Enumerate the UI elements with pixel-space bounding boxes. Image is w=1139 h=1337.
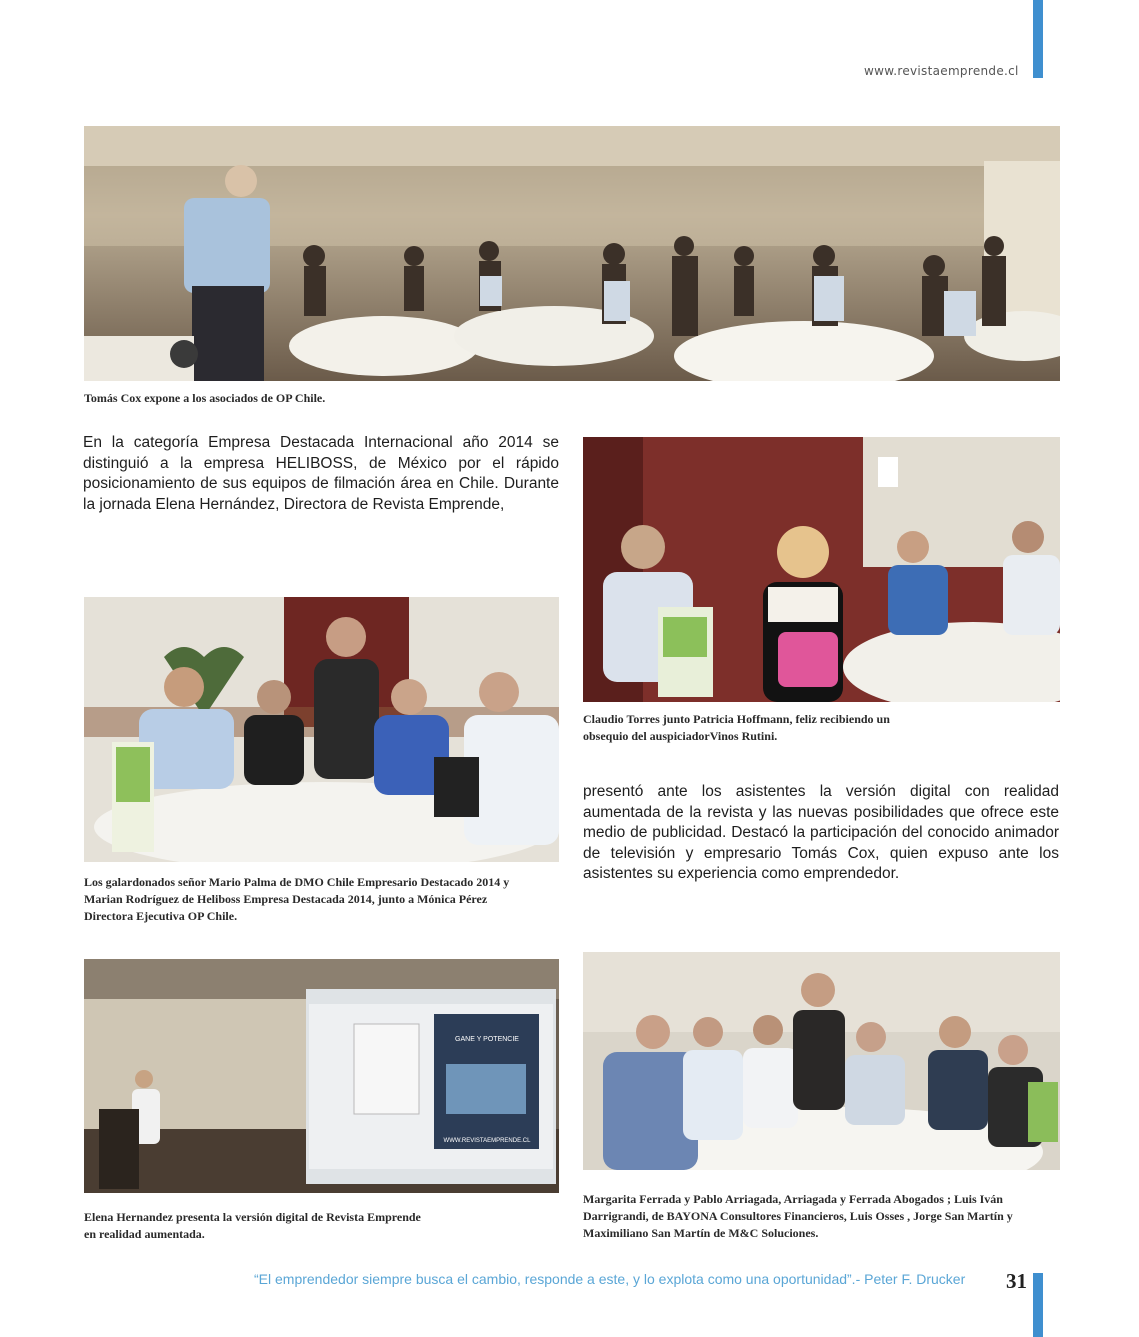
slide-title-text: GANE Y POTENCIE bbox=[455, 1036, 519, 1043]
photo-tomas-cox-presentation bbox=[84, 126, 1060, 381]
top-accent-bar bbox=[1033, 0, 1043, 78]
photo-elena-presentation bbox=[84, 959, 559, 1193]
photo-claudio-patricia bbox=[583, 437, 1060, 702]
photo-margarita-group bbox=[583, 952, 1060, 1170]
caption-galardonados: Los galardonados señor Mario Palma de DMO Chile Empresario Destacado 2014 y Marian Rodríguez de Heliboss Empresa Destacada 2014, junto a Mónica Pérez Directora Ejecutiva OP Chile. bbox=[84, 875, 510, 923]
site-url: www.revistaemprende.cl bbox=[864, 64, 1019, 78]
caption-margarita-group: Margarita Ferrada y Pablo Arriagada, Arriagada y Ferrada Abogados ; Luis Iván Darrigrandi, de BAYONA Consultores Financieros, Luis Osses , Jorge San Martín y Maximiliano San Martín de M&C Soluciones. bbox=[583, 1192, 1013, 1240]
article-paragraph-1: En la categoría Empresa Destacada Internacional año 2014 se distinguió a la empresa HELIBOSS, de México por el rápido posicionamiento de sus equipos de filmación área en Chile. Durante la jornada Elena Hernández, Directora de Revista Emprende, bbox=[83, 434, 559, 513]
article-paragraph-2: presentó ante los asistentes la versión digital con realidad aumentada de la revista y las nuevas posibilidades que ofrece este medio de publicidad. Destacó la participación del conocido animador de televisión y empresario Tomás Cox, quien expuso ante los asistentes su experiencia como emprendedor. bbox=[583, 783, 1059, 882]
footer-quote: “El emprendedor siempre busca el cambio, responde a este, y lo explota como una oportunidad”.- Peter F. Drucker bbox=[254, 1271, 966, 1287]
caption-elena: Elena Hernandez presenta la versión digital de Revista Emprende en realidad aumentada. bbox=[84, 1210, 421, 1241]
slide-url-text: WWW.REVISTAEMPRENDE.CL bbox=[443, 1138, 531, 1144]
caption-claudio-patricia: Claudio Torres junto Patricia Hoffmann, feliz recibiendo un obsequio del auspiciadorVinos Rutini. bbox=[583, 712, 890, 743]
caption-tomas-cox: Tomás Cox expone a los asociados de OP Chile. bbox=[84, 391, 326, 405]
page-number: 31 bbox=[1006, 1269, 1027, 1293]
photo-galardonados bbox=[84, 597, 559, 862]
bottom-accent-bar bbox=[1033, 1273, 1043, 1337]
